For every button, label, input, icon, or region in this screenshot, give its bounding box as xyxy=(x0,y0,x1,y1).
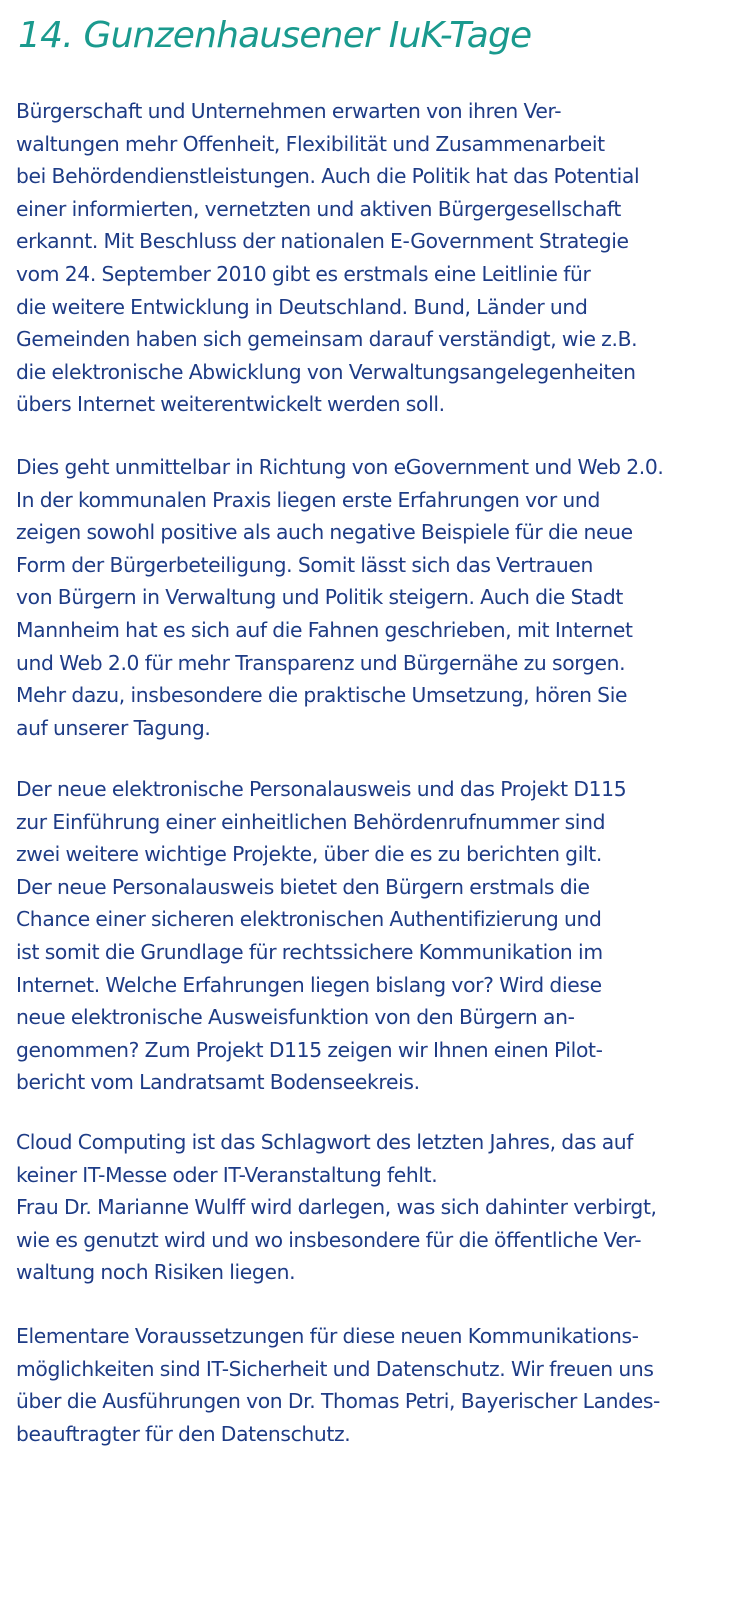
paragraph-line: Frau Dr. Marianne Wulff wird darlegen, was sich dahinter verbirgt, xyxy=(16,1195,657,1220)
paragraph-egovernment-web xyxy=(16,451,664,744)
paragraph-line: Mehr dazu, insbesondere die praktische Umsetzung, hören Sie xyxy=(16,683,628,708)
paragraph-line: waltung noch Risiken liegen. xyxy=(16,1260,296,1285)
paragraph-line: über die Ausführungen von Dr. Thomas Petri, Bayerischer Landes- xyxy=(16,1389,661,1414)
paragraph-line: und Web 2.0 für mehr Transparenz und Bürgernähe zu sorgen. xyxy=(16,650,626,675)
page-title: 14. Gunzenhausener IuK-Tage xyxy=(18,15,532,56)
paragraph-intro xyxy=(16,95,639,421)
paragraph-line: Elementare Voraussetzungen für diese neuen Kommunikations- xyxy=(16,1324,639,1348)
paragraph-line: Internet. Welche Erfahrungen liegen bislang vor? Wird diese xyxy=(16,972,602,997)
paragraph-line: Cloud Computing ist das Schlagwort des letzten Jahres, das auf xyxy=(16,1130,634,1154)
paragraph-line: Form der Bürgerbeteiligung. Somit lässt sich das Vertrauen xyxy=(16,552,594,577)
paragraph-line: bei Behördendienstleistungen. Auch die Politik hat das Potential xyxy=(16,164,640,189)
paragraph-line: Dies geht unmittelbar in Richtung von eGovernment und Web 2.0. xyxy=(16,455,664,479)
paragraph-line: keiner IT-Messe oder IT-Veranstaltung fehlt. xyxy=(16,1162,438,1187)
paragraph-line: von Bürgern in Verwaltung und Politik steigern. Auch die Stadt xyxy=(16,585,623,610)
paragraph-line: erkannt. Mit Beschluss der nationalen E-Government Strategie xyxy=(16,229,629,254)
paragraph-line: ist somit die Grundlage für rechtssichere Kommunikation im xyxy=(16,939,603,964)
paragraph-line: waltungen mehr Offenheit, Flexibilität und Zusammenarbeit xyxy=(16,131,605,156)
paragraph-line: In der kommunalen Praxis liegen erste Erfahrungen vor und xyxy=(16,487,600,512)
paragraph-line: neue elektronische Ausweisfunktion von den Bürgern an- xyxy=(16,1005,575,1030)
paragraph-personalausweis-d115 xyxy=(16,773,626,1099)
paragraph-line: Der neue elektronische Personalausweis und das Projekt D115 xyxy=(16,777,627,801)
paragraph-line: Chance einer sicheren elektronischen Authentifizierung und xyxy=(16,907,602,932)
paragraph-line: Der neue Personalausweis bietet den Bürgern erstmals die xyxy=(16,874,590,899)
paragraph-line: zwei weitere wichtige Projekte, über die es zu berichten gilt. xyxy=(16,842,602,867)
paragraph-line: die elektronische Abwicklung von Verwaltungsangelegenheiten xyxy=(16,359,636,384)
paragraph-line: einer informierten, vernetzten und aktiven Bürgergesellschaft xyxy=(16,196,621,221)
paragraph-it-sicherheit xyxy=(16,1320,660,1450)
paragraph-line: übers Internet weiterentwickelt werden soll. xyxy=(16,392,445,417)
paragraph-line: Mannheim hat es sich auf die Fahnen geschrieben, mit Internet xyxy=(16,617,633,642)
paragraph-line: Gemeinden haben sich gemeinsam darauf verständigt, wie z.B. xyxy=(16,327,638,352)
paragraph-line: vom 24. September 2010 gibt es erstmals eine Leitlinie für xyxy=(16,261,591,286)
paragraph-line: Bürgerschaft und Unternehmen erwarten von ihren Ver- xyxy=(16,99,562,123)
paragraph-line: wie es genutzt wird und wo insbesondere für die öffentliche Ver- xyxy=(16,1227,642,1252)
paragraph-line: bericht vom Landratsamt Bodenseekreis. xyxy=(16,1070,420,1095)
paragraph-line: genommen? Zum Projekt D115 zeigen wir Ihnen einen Pilot- xyxy=(16,1037,603,1062)
paragraph-cloud-computing xyxy=(16,1126,657,1289)
paragraph-line: zeigen sowohl positive als auch negative Beispiele für die neue xyxy=(16,520,633,545)
paragraph-line: zur Einführung einer einheitlichen Behördenrufnummer sind xyxy=(16,809,606,834)
paragraph-line: die weitere Entwicklung in Deutschland. Bund, Länder und xyxy=(16,294,588,319)
paragraph-line: möglichkeiten sind IT-Sicherheit und Datenschutz. Wir freuen uns xyxy=(16,1356,654,1381)
paragraph-line: auf unserer Tagung. xyxy=(16,715,211,740)
paragraph-line: beauftragter für den Datenschutz. xyxy=(16,1421,351,1446)
